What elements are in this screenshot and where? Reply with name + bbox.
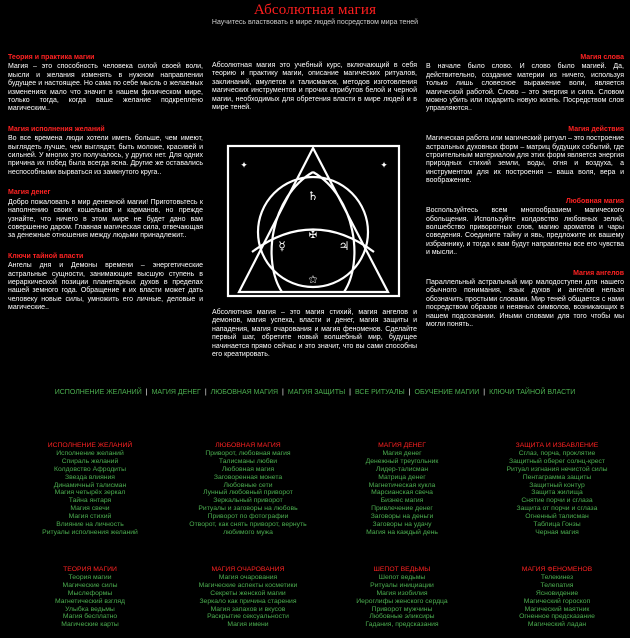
category-link[interactable]: Гадания, предсказания: [365, 621, 439, 629]
article-block: [8, 54, 203, 114]
category-link[interactable]: Влияние на личность: [56, 521, 124, 529]
category-link[interactable]: Ритуал изгнания нечистой силы: [506, 465, 608, 473]
article-text: Магия – это способность человека силой своей воли, мысли и желания изменять в нужном направлении будущее и настоящее. Но сама по себе мысль о желаемых изменениях мало что значит в нашем физическом мире, только тогда, когда ваше желание подкреплено магическим..: [8, 63, 203, 113]
category-link[interactable]: Черная магия: [535, 528, 579, 536]
category-link[interactable]: Защитный контур: [529, 481, 585, 489]
category-link[interactable]: Магический гороскоп: [523, 597, 591, 605]
article-text: Добро пожаловать в мир денежной магии! Приготовьтесь к наполнению своих кошельков и карманов, но прежде узнайте, что ничего в этом мире не будет дано вам совершенно даром. Главная магическая сила, отвечающая за денежные отношения между людьми принадлежит..: [8, 198, 203, 240]
talisman-symbol-top: ♄: [307, 189, 319, 203]
category-title: ТЕОРИЯ МАГИИ: [63, 566, 117, 573]
nav-separator: |: [349, 389, 351, 396]
nav-separator: |: [204, 389, 207, 396]
nav-separator: |: [408, 389, 411, 396]
talisman-symbol-bottom: ⚝: [308, 275, 318, 285]
category-link[interactable]: Тайна янтаря: [68, 497, 112, 505]
category-link[interactable]: Марсианская свеча: [371, 489, 433, 497]
category-link[interactable]: Любовные сети: [223, 481, 273, 489]
nav-link-keys[interactable]: КЛЮЧИ ТАЙНОЙ ВЛАСТИ: [489, 389, 576, 396]
category-column: [15, 566, 165, 629]
category-link[interactable]: Мыслеформы: [67, 589, 113, 597]
category-link[interactable]: Таблица Гонзы: [533, 521, 581, 529]
category-link[interactable]: Заговоры на удачу: [372, 521, 432, 529]
article-title-link[interactable]: Магия слова: [580, 54, 624, 61]
talisman-symbol-center: ✠: [308, 230, 318, 241]
category-link[interactable]: Приворот по фотографии: [207, 513, 289, 521]
category-link[interactable]: Лунный любовный приворот: [203, 489, 293, 497]
category-link[interactable]: Бизнес магия: [380, 497, 424, 505]
right-column: [426, 54, 624, 341]
article-title-link[interactable]: Магия действия: [568, 125, 624, 133]
category-link[interactable]: Динамичный талисман: [53, 481, 127, 489]
nav-link-wishes[interactable]: ИСПОЛНЕНИЕ ЖЕЛАНИЙ: [54, 389, 142, 396]
article-block: [8, 126, 203, 177]
category-link[interactable]: Спираль желаний: [61, 457, 119, 465]
category-link[interactable]: Зеркальный приворот: [213, 497, 283, 505]
category-link[interactable]: Отворот, как снять приворот, вернуть: [189, 521, 307, 529]
article-text: Магическая работа или магический ритуал – это построение астральных духовных форм – матриц будущих событий, где строительным материалом для этих форм является энергия природных стихий земли, воды, огня и воздуха, а инструментом для их построения – ваша воля, вера и воображение.: [426, 135, 624, 185]
category-link[interactable]: Сглаз, порча, проклятие: [518, 449, 596, 457]
category-link[interactable]: Любовные эликсиры: [369, 613, 435, 621]
category-link[interactable]: Огненное предсказание: [519, 613, 595, 621]
category-link[interactable]: Защитный оберег солнц-крест: [508, 457, 606, 465]
category-link[interactable]: Магнетическая кукла: [368, 481, 436, 489]
category-link[interactable]: Ритуалы и заговоры на любовь: [198, 505, 298, 513]
nav-link-learning[interactable]: ОБУЧЕНИЕ МАГИИ: [414, 389, 480, 396]
category-column: [482, 566, 630, 629]
category-link[interactable]: Матрица денег: [378, 473, 426, 481]
category-link[interactable]: Защита жилища: [531, 489, 583, 497]
category-link[interactable]: Магические силы: [62, 581, 118, 589]
category-link[interactable]: Магия стихий: [68, 513, 112, 521]
category-link[interactable]: Лидер-талисман: [375, 465, 429, 473]
site-subtitle: Научитесь властвовать в мире людей посредством мира теней: [211, 19, 419, 26]
category-link[interactable]: Пентаграмма защиты: [522, 473, 592, 481]
category-title: ЛЮБОВНАЯ МАГИЯ: [215, 442, 281, 449]
nav-link-protection[interactable]: МАГИЯ ЗАЩИТЫ: [287, 389, 346, 396]
category-column: [173, 566, 323, 629]
article-text: Параллельный астральный мир малодоступен для нашего обычного понимания, язык духов и ангелов нельзя обозначить простыми словами. Мир теней общается с нами посредством образов и неявных символов, возникающих в нашем подсознании. Иными словами для того чтобы мы могли понять..: [426, 278, 624, 328]
talisman-symbol-corner-tr: ✦: [380, 161, 388, 171]
category-link[interactable]: Магия изобилия: [376, 589, 428, 597]
category-title: ИСПОЛНЕНИЕ ЖЕЛАНИЙ: [47, 442, 133, 449]
category-link[interactable]: Снятие порчи и сглаза: [521, 497, 593, 505]
category-link[interactable]: Иероглифы женского сердца: [356, 597, 448, 605]
article-block: [8, 189, 203, 240]
category-link[interactable]: Магический маятник: [524, 605, 590, 613]
nav-separator: |: [483, 389, 486, 396]
category-link[interactable]: Телекинез: [540, 573, 574, 581]
category-link[interactable]: Звезда влияния: [64, 473, 115, 481]
category-link[interactable]: Магия бесплатно: [62, 613, 118, 621]
category-link[interactable]: Ритуалы исполнения желаний: [42, 528, 138, 536]
article-block: [426, 126, 624, 186]
article-block: [426, 198, 624, 258]
article-block: [426, 54, 624, 114]
category-link[interactable]: Любовная магия: [221, 465, 275, 473]
article-title-link[interactable]: Теория и практика магии: [8, 54, 95, 61]
category-title: МАГИЯ ДЕНЕГ: [378, 442, 426, 449]
category-link[interactable]: Магия свечи: [70, 505, 110, 513]
category-column: [482, 442, 630, 537]
center-column: [212, 62, 417, 359]
nav-separator: |: [282, 389, 284, 396]
article-text: Воспользуйтесь всем многообразием магического обольщения. Используйте колдовство любовных зелий, волшебство приворотных слов, магию ароматов и чары соведения. Соедините тайну и явь, предложите их вашему избраннику, и тогда к вам будут направлены все его чувства и мысли..: [426, 207, 624, 257]
category-link[interactable]: Привлечение денег: [371, 505, 433, 513]
category-section: [0, 442, 630, 638]
category-link[interactable]: Защита от порчи и сглаза: [516, 505, 598, 513]
article-title-link[interactable]: Магия ангелов: [573, 269, 624, 277]
talisman-symbol-left: ☿: [278, 239, 286, 253]
nav-link-rituals[interactable]: ВСЕ РИТУАЛЫ: [355, 389, 405, 396]
category-column: [327, 442, 477, 537]
category-link[interactable]: Теория магии: [68, 573, 112, 581]
talisman-symbol-right: ♃: [338, 239, 350, 253]
category-link[interactable]: Зеркало как причина старения: [199, 597, 297, 605]
article-title-link[interactable]: Магия исполнения желаний: [8, 125, 105, 133]
category-column: [327, 566, 477, 629]
category-link[interactable]: Исполнение желаний: [56, 449, 124, 457]
article-text: Ангелы дня и Демоны времени – энергетические астральные сущности, занимающие высшую ступень в иерархической позиции планетарных духов в пределах нашей земного года. Обращение к их власти может дать человеку новые силы, умножить его личные, деловые и магические..: [8, 262, 203, 312]
category-link[interactable]: Магические аспекты косметики: [198, 581, 298, 589]
talisman-image: [222, 142, 405, 300]
category-link[interactable]: Секреты женской магии: [210, 589, 286, 597]
category-link[interactable]: Улыбка ведьмы: [65, 605, 115, 613]
category-link[interactable]: Ритуалы инициации: [370, 581, 434, 589]
article-text: В начале было слово. И слово было магией. Да, действительно, создание материи из ничего, используя только лишь словесное выражение воли, является магической работой. Слово – это энергия и сила. Словом можно убить или подарить новую жизнь. Посредством слов управляются..: [426, 63, 624, 113]
main-nav: [0, 389, 630, 396]
category-link[interactable]: Раскрытие сексуальности: [207, 613, 289, 621]
category-title: ШЕПОТ ВЕДЬМЫ: [373, 566, 431, 573]
article-title-link[interactable]: Магия денег: [8, 189, 51, 197]
category-column: [173, 442, 323, 537]
category-link[interactable]: Телепатия: [540, 581, 574, 589]
category-title: ЗАЩИТА И ИЗБАВЛЕНИЕ: [515, 442, 599, 449]
category-link[interactable]: Магнетический взгляд: [55, 597, 125, 605]
talisman-symbol-corner-tl: ✦: [240, 161, 248, 171]
category-link[interactable]: Магия денег: [382, 449, 422, 457]
article-title-link[interactable]: Любовная магия: [565, 197, 624, 205]
category-link[interactable]: Магия на каждый день: [366, 528, 438, 536]
category-row: [0, 566, 630, 638]
intro-text: Абсолютная магия это учебный курс, включающий в себя теорию и практику магии, описание магических ритуалов, заклинаний, амулетов и талисманов, методов изготовления магических инструментов и прочих атрибутов белой и черной магии, необходимых для обретения власти в мире людей и в мире теней.: [212, 62, 417, 112]
article-block: [8, 253, 203, 313]
category-link[interactable]: Заговоры на деньги: [370, 513, 434, 521]
site-title: Абсолютная магия: [253, 2, 377, 18]
category-row: [0, 442, 630, 566]
category-link[interactable]: Огненный талисман: [525, 513, 589, 521]
category-link[interactable]: Колдовство Афродиты: [54, 465, 126, 473]
left-column: [8, 54, 203, 325]
article-text: Во все времена люди хотели иметь больше, чем имеют, выглядеть лучше, чем выглядят, быть моложе, красивей и сильней. У многих это получалось, у других нет. Для одних причина их побед была всегда ясна. Другие же оставались неспособными вырваться из замкнутого круга..: [8, 135, 203, 176]
category-title: МАГИЯ ФЕНОМЕНОВ: [521, 566, 593, 573]
category-link[interactable]: Шепот ведьмы: [378, 573, 426, 581]
outro-text: Абсолютная магия – это магия стихий, магия ангелов и демонов, магия успеха, власти и денег, магия защиты и нападения, магия очарования и магия феноменов. Сделайте первый шаг, обретите новый волшебный мир, будущее начинается прямо сейчас и это значит, что вы сами способны его креатировать.: [212, 309, 417, 359]
nav-separator: |: [145, 389, 148, 396]
category-title: МАГИЯ ОЧАРОВАНИЯ: [211, 566, 285, 573]
category-link[interactable]: Магия имени: [227, 621, 269, 629]
category-link[interactable]: Магия очарования: [218, 573, 278, 581]
category-link[interactable]: Ясновидение: [535, 589, 579, 597]
category-link[interactable]: Приворот, любовная магия: [205, 449, 291, 457]
article-block: [426, 270, 624, 330]
category-link[interactable]: Магия запахов и вкусов: [210, 605, 286, 613]
category-link[interactable]: Магический ладан: [527, 621, 587, 629]
article-title-link[interactable]: Ключи тайной власти: [8, 252, 84, 260]
nav-link-money[interactable]: МАГИЯ ДЕНЕГ: [151, 389, 201, 396]
category-link[interactable]: Заговоренная монета: [213, 473, 283, 481]
nav-link-love[interactable]: ЛЮБОВНАЯ МАГИЯ: [210, 389, 279, 396]
category-column: [15, 442, 165, 537]
category-link[interactable]: Талисманы любви: [218, 457, 278, 465]
category-link[interactable]: Магия четырёх зеркал: [54, 489, 126, 497]
category-link[interactable]: любимого мужа: [223, 528, 273, 536]
category-link[interactable]: Магические карты: [61, 621, 119, 629]
category-link[interactable]: Денежный треугольник: [365, 457, 439, 465]
category-link[interactable]: Приворот мужчины: [371, 605, 433, 613]
